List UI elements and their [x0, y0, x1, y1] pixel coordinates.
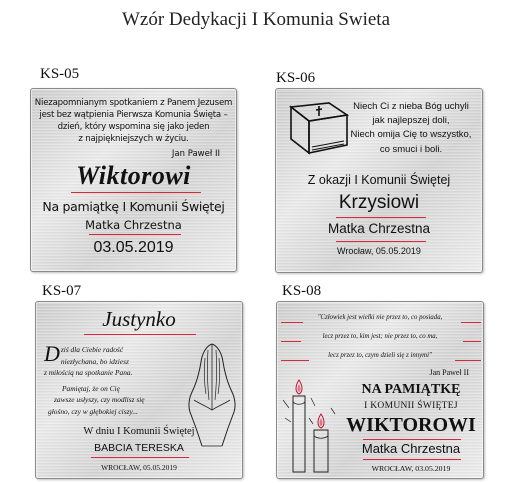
- divider: [363, 439, 461, 440]
- place-date: WROCŁAW, 05.05.2019: [101, 463, 177, 472]
- quote-author: Jan Paweł II: [171, 149, 220, 159]
- occasion-line: Na pamiątkę I Komunii Świętej: [42, 199, 225, 214]
- giver-line: BABCIA TERESKA: [94, 442, 184, 454]
- plate-ks08[interactable]: [276, 301, 484, 479]
- divider: [71, 192, 201, 193]
- date: 03.05.2019: [93, 239, 174, 256]
- verse-line: zawsze usłyszy, czy modlisz się: [54, 395, 145, 405]
- verse-line: Niech omija Cię to wszystko,: [350, 129, 472, 141]
- divider: [281, 341, 301, 342]
- candles-icon: [281, 378, 341, 474]
- occasion-line-2: I KOMUNII ŚWIĘTEJ: [364, 401, 458, 411]
- divider: [281, 360, 309, 361]
- occasion-line: Z okazji I Komunii Świętej: [307, 173, 451, 187]
- recipient-name: Wiktorowi: [76, 161, 191, 190]
- giver-line: Matka Chrzestna: [361, 441, 461, 456]
- bible-icon: [285, 99, 351, 157]
- quote-author: Jan Paweł II: [429, 368, 469, 377]
- verse-line: Pamiętaj, że on Cię: [62, 383, 120, 393]
- product-code-ks05: KS-05: [40, 66, 80, 82]
- divider: [461, 322, 481, 323]
- divider: [363, 459, 461, 460]
- divider: [455, 360, 481, 361]
- verse-line: lecz przez to, czym dzieli się z innymi": [328, 352, 432, 359]
- divider: [89, 234, 181, 235]
- plate-ks06[interactable]: [275, 88, 483, 273]
- verse-line: "Człowiek jest wielki nie przez to, co posiada,: [317, 314, 443, 321]
- plate-ks05[interactable]: [30, 88, 237, 272]
- divider: [91, 457, 189, 458]
- verse-line: ziś dla Ciebie radość: [60, 345, 124, 354]
- divider: [84, 334, 196, 335]
- product-code-ks06: KS-06: [276, 70, 316, 86]
- verse-line: niezłychana, bo idziesz: [60, 356, 129, 366]
- giver-line: Matka Chrzestna: [327, 221, 431, 236]
- divider: [336, 241, 426, 242]
- page-title: Wzór Dedykacji I Komunia Swieta: [121, 9, 391, 30]
- verse-line: Niezapomnianym spotkaniem z Panem Jezusem: [34, 98, 233, 108]
- verse-line: głośno, czy w głębokiej ciszy...: [48, 406, 138, 416]
- verse-line: z najpiękniejszych w życiu.: [78, 134, 189, 144]
- occasion-line: W dniu I Komunii Świętej: [83, 426, 195, 437]
- verse-line: jak najlepszej doli,: [372, 115, 450, 127]
- place-date: WROCŁAW, 03.05.2019: [371, 464, 451, 473]
- plate-ks07[interactable]: Justynko Dziś dla Ciebie radość niezłychana, bo idziesz z miłością na spotkanie Pana. Pamiętaj, że on Cię zawsze usłyszy, czy modlisz się głośno, czy w głębokiej ciszy... W dniu I Komunii Świętej BABCIA TERESKA WROCŁAW, 05.05.2019: [35, 301, 243, 479]
- divider: [281, 322, 303, 323]
- product-code-ks07: KS-07: [42, 283, 82, 299]
- verse-line: z miłością na spotkanie Pana.: [44, 368, 133, 378]
- divider: [463, 341, 481, 342]
- recipient-name: Justynko: [102, 307, 176, 331]
- divider: [336, 217, 426, 218]
- verse-line: jest bez wątpienia Pierwsza Komunia Święta –: [39, 110, 228, 120]
- giver-line: Matka Chrzestna: [85, 218, 182, 232]
- occasion-line: NA PAMIĄTKĘ: [361, 382, 461, 397]
- product-code-ks08: KS-08: [282, 283, 322, 299]
- verse-line: dzień, który wspomina się jako jeden: [57, 122, 210, 132]
- verse-line: Niech Ci z nieba Bóg uchyli: [353, 101, 469, 112]
- place-date: Wrocław, 05.05.2019: [337, 246, 421, 256]
- verse-line: lecz przez to, kim jest; nie przez to, co ma,: [322, 333, 438, 340]
- recipient-name: Krzysiowi: [338, 192, 420, 213]
- recipient-name: WIKTOROWI: [346, 414, 476, 436]
- verse-line: co smuci i boli.: [379, 143, 443, 155]
